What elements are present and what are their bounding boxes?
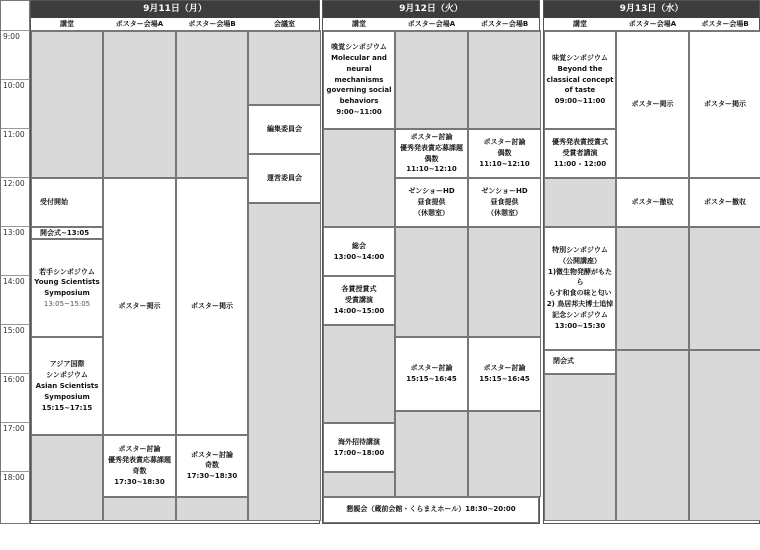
time-axis bbox=[0, 0, 30, 524]
session-text: 開会式~13:05 bbox=[40, 228, 90, 237]
session-text: ポスター掲示 bbox=[704, 100, 746, 109]
day-column-sep11 bbox=[30, 0, 320, 524]
session-text: 海外招待講演 17:00~18:00 bbox=[333, 437, 385, 457]
schedule-empty-slot bbox=[103, 497, 176, 522]
hour-label: 10:00 bbox=[3, 81, 25, 90]
session-text: ポスター討論 15:15~16:45 bbox=[406, 364, 457, 383]
schedule-empty-slot bbox=[176, 31, 248, 178]
session-text: ポスター撤収 bbox=[704, 198, 746, 207]
session-text: ゼンショーHD 昼食提供 （休憩室） bbox=[408, 187, 455, 217]
banquet-text: 懇親会（蔵前会館・くらまえホール）18:30~20:00 bbox=[346, 505, 516, 514]
schedule-session bbox=[468, 178, 541, 227]
hour-line bbox=[1, 226, 31, 227]
schedule-session bbox=[323, 31, 395, 129]
day-header: 9月12日（火） bbox=[323, 1, 539, 18]
schedule-session bbox=[176, 435, 248, 496]
hour-label: 14:00 bbox=[3, 277, 25, 286]
banquet-footer bbox=[323, 497, 539, 524]
schedule-session bbox=[616, 31, 689, 178]
schedule-session bbox=[468, 337, 541, 411]
hour-line bbox=[1, 30, 31, 31]
schedule-session bbox=[395, 337, 468, 411]
schedule-empty-slot bbox=[544, 374, 616, 521]
schedule-empty-slot bbox=[616, 350, 689, 522]
session-text: 優秀発表賞授賞式 受賞者講演 11:00 - 12:00 bbox=[552, 138, 608, 168]
hour-label: 16:00 bbox=[3, 375, 25, 384]
schedule-session bbox=[544, 227, 616, 350]
schedule-empty-slot bbox=[689, 350, 760, 522]
hour-label: 15:00 bbox=[3, 326, 25, 335]
hour-line bbox=[1, 275, 31, 276]
schedule-session bbox=[31, 337, 103, 435]
schedule-empty-slot bbox=[395, 411, 468, 497]
day-column-sep13 bbox=[543, 0, 760, 524]
session-text: 若手シンポジウム Young Scientists Symposium bbox=[34, 267, 100, 298]
session-time: 13:05~15:05 bbox=[43, 300, 91, 309]
session-text: ポスター掲示 bbox=[118, 302, 161, 311]
session-text: 閉会式 bbox=[553, 357, 574, 366]
schedule-session bbox=[248, 154, 321, 203]
session-text: アジア国際 シンポジウム Asian Scientists Symposium 15:15~17:15 bbox=[35, 360, 99, 412]
session-text: ポスター討論 優秀発表賞応募課題 奇数 17:30~18:30 bbox=[108, 445, 171, 486]
schedule-empty-slot bbox=[616, 227, 689, 350]
day-column-sep12 bbox=[322, 0, 540, 524]
session-text: ポスター掲示 bbox=[191, 302, 233, 311]
column-header: ポスター会場A bbox=[103, 18, 176, 31]
schedule-session bbox=[31, 178, 103, 227]
schedule-session bbox=[395, 129, 468, 178]
schedule-empty-slot bbox=[323, 472, 395, 497]
schedule-empty-slot bbox=[31, 435, 103, 521]
schedule-session bbox=[103, 435, 176, 496]
schedule-session bbox=[616, 178, 689, 227]
column-header: ポスター会場A bbox=[616, 18, 689, 31]
session-text: ポスター討論 偶数 11:10~12:10 bbox=[479, 138, 530, 168]
column-header: 講堂 bbox=[544, 18, 616, 31]
schedule-session bbox=[248, 105, 321, 154]
session-text: ポスター討論 15:15~16:45 bbox=[479, 364, 530, 383]
hour-line bbox=[1, 422, 31, 423]
column-header: ポスター会場A bbox=[395, 18, 468, 31]
schedule-empty-slot bbox=[689, 227, 760, 350]
schedule-session bbox=[323, 227, 395, 276]
hour-line bbox=[1, 79, 31, 80]
hour-line bbox=[1, 471, 31, 472]
hour-label: 11:00 bbox=[3, 130, 25, 139]
schedule-session bbox=[544, 31, 616, 129]
schedule-session bbox=[468, 129, 541, 178]
hour-line bbox=[1, 324, 31, 325]
schedule-empty-slot bbox=[248, 203, 321, 522]
session-text: 運営委員会 bbox=[267, 173, 302, 182]
hour-line bbox=[1, 177, 31, 178]
schedule-empty-slot bbox=[544, 178, 616, 227]
schedule-empty-slot bbox=[323, 129, 395, 227]
schedule-session bbox=[689, 178, 760, 227]
column-header: 講堂 bbox=[31, 18, 103, 31]
schedule-session bbox=[31, 227, 103, 239]
column-header: 講堂 bbox=[323, 18, 395, 31]
schedule-session bbox=[31, 239, 103, 337]
schedule-empty-slot bbox=[176, 497, 248, 522]
session-text: 味覚シンポジウム Beyond the classical concept of taste 09:00~11:00 bbox=[546, 53, 614, 106]
session-text: 特別シンポジウム （公開講座） 1)微生物発酵がもたら らす和食の味と匂い 2) 鳥居邦夫博士追悼 記念シンポジウム 13:00~15:30 bbox=[546, 245, 614, 330]
column-header: 会議室 bbox=[248, 18, 321, 31]
hour-line bbox=[1, 373, 31, 374]
schedule-session bbox=[544, 350, 616, 375]
session-text: ポスター討論 奇数 17:30~18:30 bbox=[186, 450, 238, 481]
schedule-session bbox=[323, 423, 395, 472]
hour-label: 13:00 bbox=[3, 228, 25, 237]
hour-label: 17:00 bbox=[3, 424, 25, 433]
schedule-empty-slot bbox=[395, 31, 468, 129]
day-header: 9月13日（水） bbox=[544, 1, 759, 18]
schedule-session bbox=[103, 178, 176, 435]
hour-line bbox=[1, 128, 31, 129]
schedule-session bbox=[395, 178, 468, 227]
column-header: ポスター会場B bbox=[689, 18, 760, 31]
session-text: ポスター撤収 bbox=[631, 198, 674, 207]
session-text: 編集委員会 bbox=[267, 124, 302, 133]
session-text: ポスター討論 優秀発表賞応募課題 偶数 11:10~12:10 bbox=[400, 132, 463, 174]
hour-label: 18:00 bbox=[3, 473, 25, 482]
hour-label: 12:00 bbox=[3, 179, 25, 188]
schedule-empty-slot bbox=[468, 227, 541, 337]
schedule-session bbox=[689, 31, 760, 178]
column-header: ポスター会場B bbox=[176, 18, 248, 31]
session-text: ポスター掲示 bbox=[631, 100, 674, 109]
session-text: ゼンショーHD 昼食提供 （休憩室） bbox=[481, 187, 528, 217]
schedule-empty-slot bbox=[248, 31, 321, 105]
column-header: ポスター会場B bbox=[468, 18, 541, 31]
day-header: 9月11日（月） bbox=[31, 1, 319, 18]
session-text: 嗅覚シンポジウム Molecular and neural mechanisms governing social behaviors 9:00~11:00 bbox=[326, 43, 392, 117]
schedule-empty-slot bbox=[395, 227, 468, 337]
schedule-empty-slot bbox=[103, 31, 176, 178]
schedule-empty-slot bbox=[468, 31, 541, 129]
session-text: 各賞授賞式 受賞講演 14:00~15:00 bbox=[333, 285, 385, 315]
schedule-empty-slot bbox=[323, 325, 395, 423]
schedule-session bbox=[544, 129, 616, 178]
session-text: 受付開始 bbox=[40, 198, 68, 207]
schedule-empty-slot bbox=[468, 411, 541, 497]
schedule-session bbox=[323, 276, 395, 325]
hour-label: 9:00 bbox=[3, 32, 20, 41]
schedule-empty-slot bbox=[31, 31, 103, 178]
session-text: 総会 13:00~14:00 bbox=[333, 241, 385, 261]
schedule-session bbox=[176, 178, 248, 435]
